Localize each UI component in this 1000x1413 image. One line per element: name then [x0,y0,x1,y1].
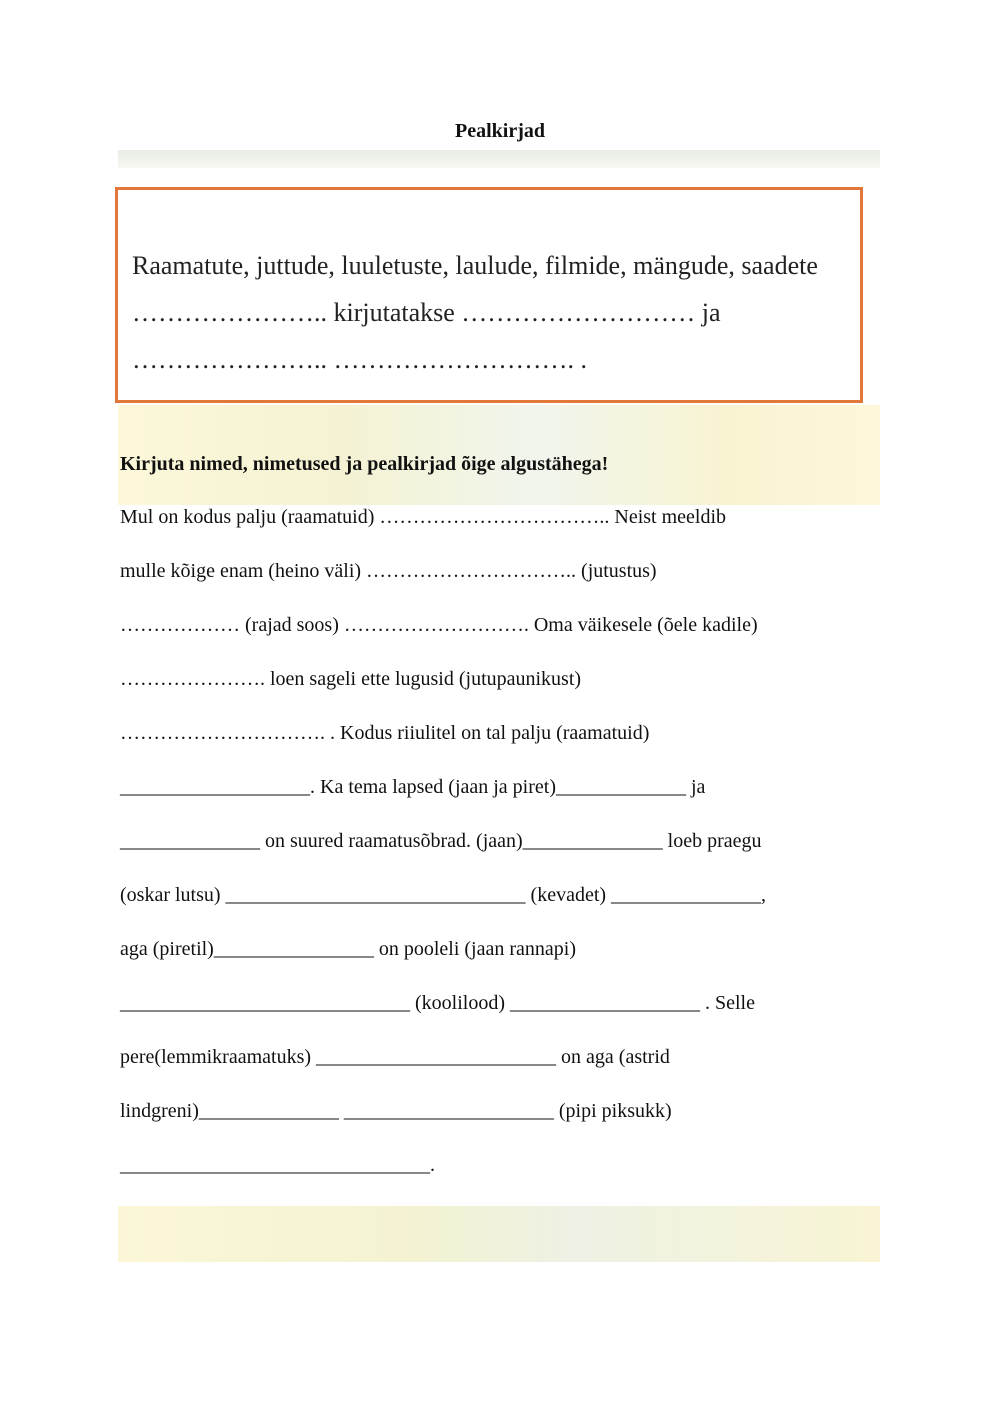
exercise-line-7: ______________ on suured raamatusõbrad. (jaan)______________ loeb praegu [120,830,762,852]
instruction-heading: Kirjuta nimed, nimetused ja pealkirjad õige algustähega! [120,453,609,475]
rule-text: Raamatute, juttude, luuletuste, laulude, filmide, mängude, saadete ………………….. kirjutatakse ……………………… ja ………………….. ………………………. . [132,251,818,374]
page-title: Pealkirjad [455,120,545,142]
exercise-line-4: …………………. loen sageli ette lugusid (jutupaunikust) [120,668,582,690]
exercise-line-9: aga (piretil)________________ on pooleli (jaan rannapi) [120,938,576,960]
rule-box [115,187,863,403]
exercise-line-8: (oskar lutsu) ______________________________ (kevadet) _______________, [120,884,767,906]
decorative-band-bottom [118,1206,880,1262]
exercise-line-6: ___________________. Ka tema lapsed (jaan ja piret)_____________ ja [120,776,706,798]
exercise-line-12: lindgreni)______________ _____________________ (pipi piksukk) [120,1100,672,1122]
exercise-line-5: …………………………. . Kodus riiulitel on tal palju (raamatuid) [120,722,650,744]
decorative-band-top [118,150,880,168]
exercise-line-10: _____________________________ (koolilood) ___________________ . Selle [120,992,755,1014]
exercise-line-13: _______________________________. [120,1154,435,1176]
exercise-line-3: ……………… (rajad soos) ………………………. Oma väikesele (õele kadile) [120,614,758,636]
exercise-line-1: Mul on kodus palju (raamatuid) …………………………….. Neist meeldib [120,506,727,528]
exercise-line-2: mulle kõige enam (heino väli) ………………………….. (jutustus) [120,560,657,582]
exercise-line-11: pere(lemmikraamatuks) ________________________ on aga (astrid [120,1046,670,1068]
